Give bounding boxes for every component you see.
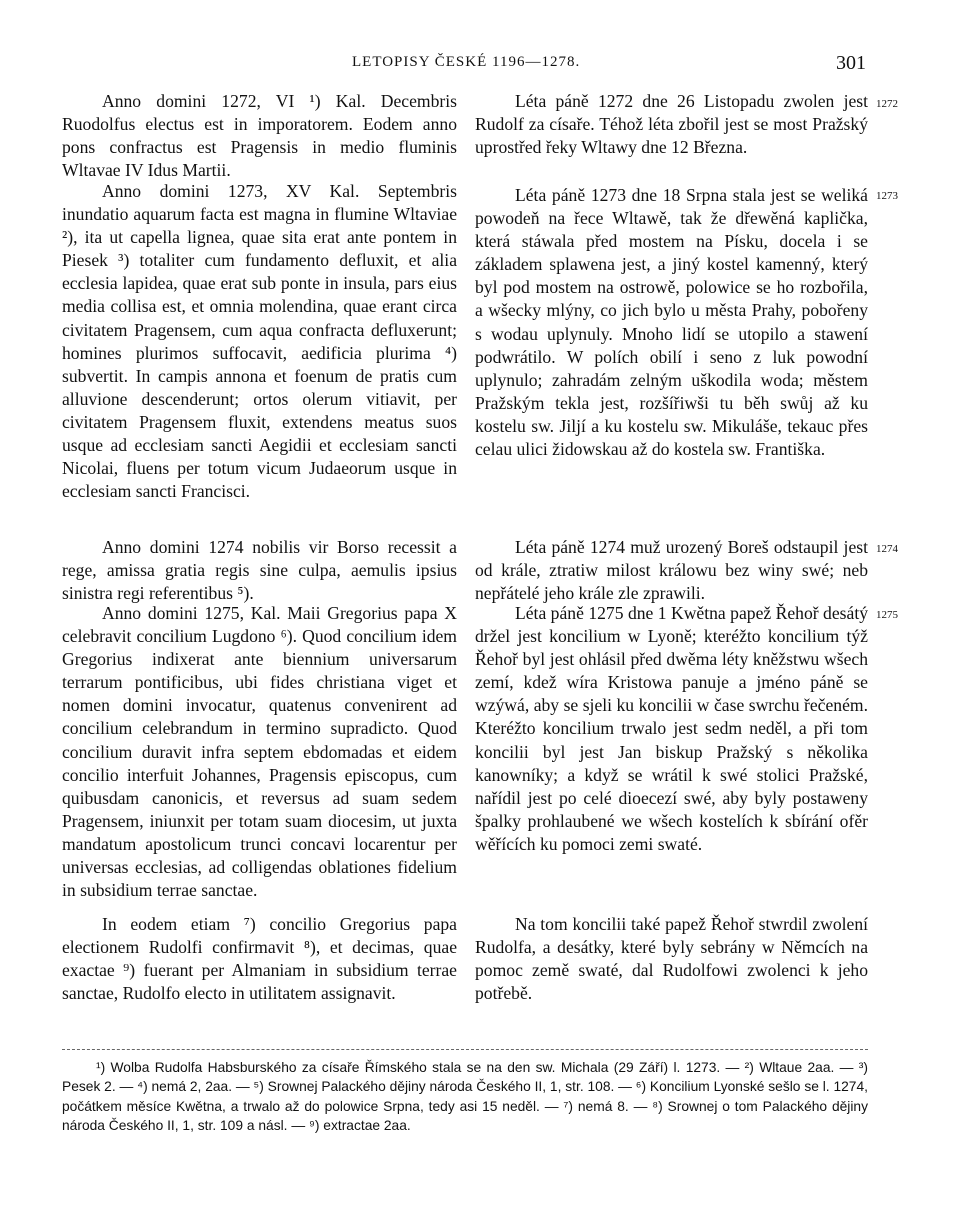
- paragraph-text: Anno domini 1272, VI ¹) Kal. Decembris Ruodolfus electus est in imporatorem. Eodem anno pons confractus est Pragensis in medio fluminis Wltavae IV Idus Martii.: [62, 91, 457, 181]
- czech-paragraph-1273: [475, 184, 868, 461]
- paragraph-text: Léta páně 1274 muž urozený Boreš odstaupil jest od krále, ztratiw milost králowu bez winy swé; neb nepřátelé jeho krále zle zprawili.: [475, 537, 868, 604]
- footnote-text: ¹) Wolba Rudolfa Habsburského za císaře Římského stala se na den sw. Michala (29 Září) l. 1273. — ²) Wltaue 2aa. — ³) Pesek 2. — ⁴) nemá 2, 2aa. — ⁵) Srownej Palackého dějiny národa Českého II, 1, str. 108. — ⁶) Koncilium Lyonské sešlo se l. 1274, počátkem měsíce Kwětna, a trwalo až do polowice Srpna, tedy asi 15 neděl. — ⁷) nemá 8. — ⁸) Srownej o tom Palackého dějiny národa Českého II, 1, str. 109 a násl. — ⁹) extractae 2aa.: [62, 1060, 868, 1133]
- margin-year-1274: 1274: [876, 543, 898, 555]
- paragraph-text: Anno domini 1273, XV Kal. Septembris inundatio aquarum facta est magna in flumine Wltaviae ²), ita ut capella lignea, quae sita erat ante pontem in Piesek ³) totaliter cum fundamento defluxit, et alia ecclesia lapidea, quae erat sub ponte in insula, pars eius media collisa est, et omnia molendina, quae erant circa civitatem Pragensem, cum aqua confracta defluxerunt; homines plurimos suffocavit, aedificia plurima ⁴) subvertit. In campis annona et foenum de pratis cum alluvione descenderunt; ortos olerum vitiavit, per civitatem Pragensem fluxit, extendens meatus suos usque ad ecclesiam sancti Aegidii et ecclesiam sancti Nicolai, fluens per totum vicum Judaeorum usque in ecclesiam sancti Francisci.: [62, 181, 457, 502]
- latin-paragraph-1273: [62, 180, 457, 503]
- czech-paragraph-1275: [475, 602, 868, 856]
- paragraph-text: In eodem etiam ⁷) concilio Gregorius papa electionem Rudolfi confirmavit ⁸), et decimas, quae exactae ⁹) fuerant per Almaniam in subsidium terrae sanctae, Rudolfo electo in utilitatem assignavit.: [62, 914, 457, 1004]
- latin-paragraph-1275: [62, 602, 457, 902]
- latin-paragraph-1272: [62, 90, 457, 182]
- czech-paragraph-1274: [475, 536, 868, 605]
- running-title: LETOPISY ČESKÉ 1196—1278.: [352, 54, 581, 70]
- margin-year-1275: 1275: [876, 609, 898, 621]
- paragraph-text: Léta páně 1273 dne 18 Srpna stala jest se weliká powodeň na řece Wltawě, tak že dřewěná kaplička, která stáwala před mostem na Písku, docela i se základem splawena jest, a jiný kostel kamenný, který byl pod mostem na ostrowě, polowice se ho rozbořila, a wšecky mlýny, co jich bylo u města Prahy, pobořeny s wodau uplynuly. Mnoho lidí se utopilo a stawení podwrátilo. W polích obilí i seno z luk powodní uplynulo; zahradám zelným uškodila woda; městem Pražským tekla jest, rozšířiwši tu běh swůj až ku kostelu sw. Jiljí a ku kostelu sw. Mikuláše, tekauc přes celau ulici židowskau až do kostela sw. Františka.: [475, 185, 868, 460]
- margin-year-1273: 1273: [876, 190, 898, 202]
- latin-paragraph-1274: [62, 536, 457, 605]
- czech-paragraph-1272: [475, 90, 868, 159]
- paragraph-text: Léta páně 1275 dne 1 Kwětna papež Řehoř desátý držel jest koncilium w Lyoně; kteréžto koncilium týž Řehoř byl jest ohlásil před dwěma léty kněžstwu wšech zemí, kdež wíra Kristowa panuje a jméno páně se wzýwá, aby se sjeli ku koncilii w čase swrchu řečeném. Kteréžto koncilium trwalo jest sedm neděl, a při tom koncilii byl jest Jan biskup Pražský s několika kanowníky; a když se wrátil k swé stolici Pražské, nařídil jest po celé dioecezí swé, aby byly postaweny špalky prohlaubené we wšech kostelích k sbírání ofěr wěřících ku pomoci zemi swaté.: [475, 603, 868, 854]
- page-header: [0, 52, 960, 82]
- paragraph-text: Anno domini 1275, Kal. Maii Gregorius papa X celebravit concilium Lugdono ⁶). Quod concilium idem Gregorius indixerat ante biennium universarum terrarum pontificibus, ubi fides christiana viget et nomen domini invocatur, quatenus convenirent ad concilium celebrandum in termino supradicto. Quod concilium duravit infra septem ebdomadas et eidem concilio interfuit Johannes, Pragensis episcopus, cum quibusdam canonicis, et reversus ad suam sedem Pragensem, iniunxit per totam suam diocesim, ut juxta mandatum apostolicum trunci concavi locarentur per universas ecclesias, ad colligendas oblationes fidelium in subsidium terrae sanctae.: [62, 603, 457, 901]
- margin-year-1272: 1272: [876, 98, 898, 110]
- czech-paragraph-election: [475, 913, 868, 1005]
- latin-paragraph-election: [62, 913, 457, 1005]
- paragraph-text: Na tom koncilii také papež Řehoř stwrdil zwolení Rudolfa, a desátky, které byly sebrány w Němcích na pomoc země swaté, dal Rudolfowi zwolenci k jeho potřebě.: [475, 914, 868, 1004]
- paragraph-text: Léta páně 1272 dne 26 Listopadu zwolen jest Rudolf za císaře. Téhož léta zbořil jest se most Pražský uprostřed řeky Wltawy dne 12 Března.: [475, 91, 868, 158]
- footnote-divider: [62, 1049, 868, 1050]
- page-number: 301: [836, 52, 866, 74]
- paragraph-text: Anno domini 1274 nobilis vir Borso recessit a rege, amissa gratia regis sine culpa, aemulis ipsius sinistra regi referentibus ⁵).: [62, 537, 457, 604]
- footnotes: [62, 1058, 868, 1135]
